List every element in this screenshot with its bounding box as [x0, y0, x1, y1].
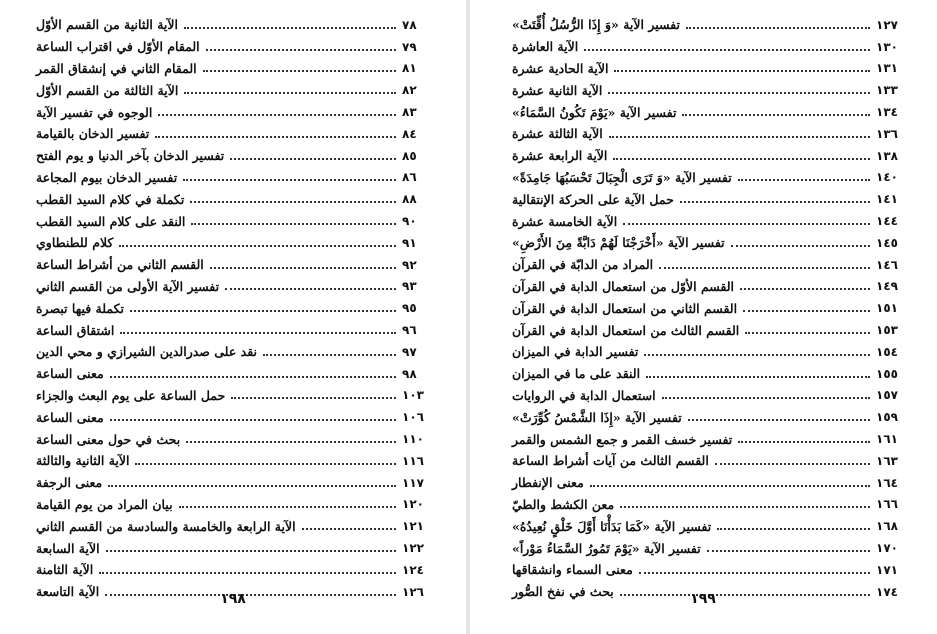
toc-entry-title: الوجوه في تفسير الآية	[36, 104, 153, 120]
dot-leader	[206, 49, 396, 51]
toc-entry-title: معنى السماء وانشقاقها	[512, 562, 633, 578]
toc-entry	[36, 297, 432, 319]
toc-entry-page: ١٣٣	[876, 83, 898, 98]
toc-entry-page: ١٣٨	[876, 148, 898, 163]
toc-entry-title: الآية الثانية عشرة	[512, 82, 603, 98]
dot-leader	[745, 332, 870, 334]
toc-entry-title: تفسير الآية «أَخْرَجْنَا لَهُمْ دَابَّةً مِنَ الأَرْضِ»	[512, 235, 725, 251]
toc-entry-page: ٩٠	[402, 214, 417, 229]
toc-entry-page: ١٣٤	[876, 105, 898, 120]
toc-entry-page: ٨٨	[402, 192, 417, 207]
dot-leader	[639, 572, 870, 574]
toc-entry	[512, 36, 906, 58]
toc-entry-page: ١٠٣	[402, 388, 424, 403]
toc-entry	[512, 232, 906, 254]
dot-leader	[717, 528, 870, 530]
toc-entry	[512, 254, 906, 276]
toc-entry	[512, 145, 906, 167]
toc-entry	[36, 341, 432, 363]
toc-entry	[36, 428, 432, 450]
toc-entry	[512, 450, 906, 472]
toc-entry-title: معنى الساعة	[36, 366, 104, 382]
toc-entry-page: ١٥٤	[876, 344, 898, 359]
toc-entry-page: ١٢٤	[402, 562, 424, 577]
toc-entry-title: بيان المراد من يوم القيامة	[36, 496, 173, 512]
toc-entry-title: معنى الرجفة	[36, 475, 103, 491]
toc-entry-page: ١٤٠	[876, 170, 898, 185]
toc-entry	[36, 188, 432, 210]
dot-leader	[659, 267, 870, 269]
dot-leader	[609, 136, 870, 138]
toc-entry-page: ١٤٤	[876, 214, 898, 229]
toc-entry-page: ١٣٠	[876, 39, 898, 54]
toc-entry	[36, 145, 432, 167]
toc-entry	[36, 494, 432, 516]
toc-entry	[512, 472, 906, 494]
toc-entry-page: ١٧١	[876, 562, 898, 577]
dot-leader	[738, 441, 870, 443]
toc-entry-page: ٧٨	[402, 17, 417, 32]
toc-entry	[512, 14, 906, 36]
toc-entry	[512, 58, 906, 80]
dot-leader	[184, 27, 396, 29]
toc-entry-title: الآية الثالثة من القسم الأوّل	[36, 82, 179, 98]
toc-entry-page: ١١٠	[402, 432, 424, 447]
toc-entry-page: ١٥٧	[876, 388, 898, 403]
toc-entry-page: ١١٦	[402, 453, 424, 468]
toc-entry-title: الآية الثانية والثالثة	[36, 453, 130, 469]
dot-leader	[302, 528, 396, 530]
toc-entry	[36, 36, 432, 58]
left-toc	[36, 14, 432, 603]
toc-entry-title: الآية الرابعة عشرة	[512, 148, 608, 164]
right-toc	[512, 14, 906, 603]
toc-entry	[512, 297, 906, 319]
toc-entry	[512, 494, 906, 516]
toc-entry-title: بحث في حول معنى الساعة	[36, 431, 181, 447]
toc-entry	[36, 472, 432, 494]
toc-entry	[512, 385, 906, 407]
toc-entry-title: الآية العاشرة	[512, 39, 579, 55]
toc-entry-title: القسم الثاني من أشراط الساعة	[36, 257, 204, 273]
dot-leader	[184, 92, 396, 94]
toc-entry	[36, 363, 432, 385]
toc-entry-page: ١٢١	[402, 519, 424, 534]
toc-entry-title: تفسير الآية «وَ إِذَا الرُّسُلُ أُقِّتَتْ»	[512, 17, 680, 33]
toc-entry	[36, 232, 432, 254]
toc-entry	[36, 14, 432, 36]
toc-entry-title: تفسير الدابة في الميزان	[512, 344, 639, 360]
toc-entry	[512, 167, 906, 189]
toc-entry-page: ٧٩	[402, 39, 417, 54]
toc-entry	[36, 58, 432, 80]
dot-leader	[179, 506, 396, 508]
toc-entry-title: تفسير الآية «إِذَا الشَّمْسُ كُوِّرَتْ»	[512, 409, 682, 425]
dot-leader	[686, 27, 870, 29]
toc-entry-title: المقام الأوّل في اقتراب الساعة	[36, 39, 200, 55]
dot-leader	[119, 245, 396, 247]
dot-leader	[590, 485, 870, 487]
toc-entry-page: ٩١	[402, 235, 417, 250]
toc-entry	[36, 319, 432, 341]
toc-entry	[512, 210, 906, 232]
dot-leader	[108, 485, 396, 487]
toc-entry-title: الآية الرابعة والخامسة والسادسة من القسم الثاني	[36, 518, 296, 534]
toc-entry	[512, 363, 906, 385]
toc-entry-page: ٩٦	[402, 323, 417, 338]
toc-entry-title: اشتقاق الساعة	[36, 322, 115, 338]
toc-entry-page: ١٤١	[876, 192, 898, 207]
dot-leader	[231, 397, 396, 399]
toc-entry	[512, 559, 906, 581]
toc-entry-page: ١٢٦	[402, 584, 424, 599]
toc-entry-title: القسم الثالث من استعمال الدابة في القرآن	[512, 322, 740, 338]
toc-entry	[512, 101, 906, 123]
toc-entry-page: ٩٣	[402, 279, 417, 294]
toc-entry-title: نقد على صدرالدين الشيرازي و محي الدين	[36, 344, 257, 360]
toc-entry-title: تفسير الآية الأولى من القسم الثاني	[36, 278, 220, 294]
dot-leader	[614, 70, 870, 72]
toc-entry-page: ١٦١	[876, 432, 898, 447]
dot-leader	[740, 288, 870, 290]
toc-entry-title: تفسير الآية «يَوْمَ تَكُونُ السَّمَاءُ»	[512, 104, 677, 120]
dot-leader	[99, 572, 396, 574]
toc-entry-page: ٨٣	[402, 105, 417, 120]
dot-leader	[688, 419, 870, 421]
toc-entry	[512, 406, 906, 428]
dot-leader	[743, 310, 870, 312]
toc-entry	[512, 123, 906, 145]
dot-leader	[135, 463, 396, 465]
dot-leader	[620, 506, 870, 508]
toc-entry	[36, 559, 432, 581]
toc-entry	[36, 254, 432, 276]
dot-leader	[106, 550, 396, 552]
dot-leader	[155, 136, 396, 138]
toc-entry-title: القسم الثاني من استعمال الدابة في القرآن	[512, 300, 738, 316]
toc-entry-title: المراد من الدابّة في القرآن	[512, 257, 654, 273]
dot-leader	[130, 310, 396, 312]
dot-leader	[210, 267, 396, 269]
toc-entry-title: النقد على كلام السيد القطب	[36, 213, 186, 229]
toc-entry-page: ٨٤	[402, 126, 417, 141]
dot-leader	[190, 201, 396, 203]
toc-entry-page: ١٥٣	[876, 323, 898, 338]
toc-entry	[512, 537, 906, 559]
toc-entry-title: القسم الثالث من آيات أشراط الساعة	[512, 453, 709, 469]
toc-entry	[512, 341, 906, 363]
dot-leader	[707, 550, 870, 552]
dot-leader	[613, 158, 870, 160]
toc-entry-page: ١٦٣	[876, 453, 898, 468]
toc-entry-page: ٩٨	[402, 366, 417, 381]
toc-entry-page: ١٤٥	[876, 235, 898, 250]
toc-entry	[512, 319, 906, 341]
toc-entry-title: استعمال الدابة في الروايات	[512, 387, 656, 403]
dot-leader	[623, 223, 870, 225]
toc-entry-page: ١٣٦	[876, 126, 898, 141]
toc-entry-page: ٩٥	[402, 301, 417, 316]
right-page-number: ١٩٩	[690, 591, 716, 607]
toc-entry-page: ١٦٤	[876, 475, 898, 490]
left-page	[0, 0, 466, 634]
toc-entry	[36, 515, 432, 537]
toc-entry-title: تفسير الدخان بآخر الدنيا و يوم الفتح	[36, 148, 225, 164]
dot-leader	[731, 245, 870, 247]
toc-entry	[512, 428, 906, 450]
toc-entry-title: النقد على ما في الميزان	[512, 366, 641, 382]
dot-leader	[682, 114, 870, 116]
toc-entry-page: ١١٧	[402, 475, 424, 490]
toc-entry-title: معنى الساعة	[36, 409, 104, 425]
toc-entry-page: ١٣١	[876, 61, 898, 76]
toc-entry	[512, 515, 906, 537]
toc-entry-title: حمل الآية على الحركة الإنتقالية	[512, 191, 674, 207]
toc-entry	[512, 188, 906, 210]
toc-entry-page: ١٤٦	[876, 257, 898, 272]
toc-entry	[36, 385, 432, 407]
dot-leader	[158, 114, 396, 116]
toc-entry-title: الآية السابعة	[36, 540, 100, 556]
toc-entry	[36, 123, 432, 145]
toc-entry-page: ٨١	[402, 61, 417, 76]
toc-entry-page: ٩٢	[402, 257, 417, 272]
toc-entry-page: ١٠٦	[402, 410, 424, 425]
dot-leader	[662, 397, 870, 399]
dot-leader	[680, 201, 870, 203]
dot-leader	[230, 158, 396, 160]
dot-leader	[203, 70, 396, 72]
toc-entry-title: تفسير الآية «وَ تَرَى الْجِبَالَ تَحْسَبُهَا جَامِدَةً»	[512, 169, 732, 185]
toc-entry	[36, 101, 432, 123]
toc-entry-title: الآية الثانية من القسم الأوّل	[36, 17, 179, 33]
toc-entry-title: تفسير الدخان بيوم المجاعة	[36, 169, 178, 185]
toc-entry-title: الآية الثامنة	[36, 562, 94, 578]
toc-entry-page: ١٥٥	[876, 366, 898, 381]
dot-leader	[263, 354, 396, 356]
toc-entry-title: الآية الثالثة عشرة	[512, 126, 603, 142]
toc-entry	[36, 79, 432, 101]
toc-entry-title: تكملة فيها تبصرة	[36, 300, 125, 316]
toc-entry	[36, 167, 432, 189]
toc-entry-page: ١٧٤	[876, 584, 898, 599]
toc-entry-title: تفسير الآية «كَمَا بَدَأْنَا أَوَّلَ خَلْقٍ نُعِيدُهُ»	[512, 518, 712, 534]
toc-entry-title: تفسير الدخان بالقيامة	[36, 126, 150, 142]
toc-entry-page: ١٥١	[876, 301, 898, 316]
toc-entry-page: ١٥٩	[876, 410, 898, 425]
toc-entry-title: حمل الساعة على يوم البعث والجزاء	[36, 387, 226, 403]
dot-leader	[738, 179, 870, 181]
toc-entry-title: تفسير الآية «يَوْمَ تَمُورُ السَّمَاءُ مَوْراً»	[512, 540, 701, 556]
toc-entry-page: ١٦٦	[876, 497, 898, 512]
toc-entry	[36, 276, 432, 298]
toc-entry-title: معنى الإنفطار	[512, 475, 584, 491]
left-page-number: ١٩٨	[220, 591, 246, 607]
toc-entry-page: ٨٦	[402, 170, 417, 185]
toc-entry	[512, 79, 906, 101]
toc-entry-page: ١٢٠	[402, 497, 424, 512]
toc-entry-page: ١٢٧	[876, 17, 898, 32]
right-page	[470, 0, 936, 634]
dot-leader	[646, 376, 870, 378]
toc-entry-title: بحث في نفخ الصُّور	[512, 584, 614, 600]
dot-leader	[120, 332, 396, 334]
dot-leader	[644, 354, 870, 356]
toc-entry	[36, 537, 432, 559]
toc-entry-page: ١٧٠	[876, 541, 898, 556]
toc-entry-title: كلام للطنطاوي	[36, 235, 114, 251]
dot-leader	[183, 179, 396, 181]
toc-entry-title: المقام الثاني في إنشقاق القمر	[36, 60, 197, 76]
dot-leader	[191, 223, 396, 225]
toc-entry	[512, 276, 906, 298]
dot-leader	[715, 463, 870, 465]
toc-entry	[36, 210, 432, 232]
toc-entry-page: ٨٢	[402, 83, 417, 98]
toc-entry-page: ١٢٢	[402, 541, 424, 556]
toc-entry-title: تفسير خسف القمر و جمع الشمس والقمر	[512, 431, 733, 447]
toc-entry-title: الآية التاسعة	[36, 584, 100, 600]
toc-entry-title: معن الكشط والطيّ	[512, 496, 615, 512]
toc-entry-title: تكملة في كلام السيد القطب	[36, 191, 185, 207]
toc-entry-page: ١٤٩	[876, 279, 898, 294]
toc-entry	[36, 406, 432, 428]
toc-entry-page: ١٦٨	[876, 519, 898, 534]
toc-entry-title: القسم الأوّل من استعمال الدابة في القرآن	[512, 278, 735, 294]
toc-entry-title: الآية الحادية عشرة	[512, 60, 609, 76]
dot-leader	[110, 376, 396, 378]
toc-entry-page: ٩٧	[402, 344, 417, 359]
dot-leader	[186, 441, 396, 443]
toc-entry-page: ٨٥	[402, 148, 417, 163]
toc-entry-title: الآية الخامسة عشرة	[512, 213, 618, 229]
dot-leader	[110, 419, 396, 421]
toc-entry	[36, 450, 432, 472]
dot-leader	[584, 49, 870, 51]
dot-leader	[608, 92, 870, 94]
dot-leader	[225, 288, 396, 290]
